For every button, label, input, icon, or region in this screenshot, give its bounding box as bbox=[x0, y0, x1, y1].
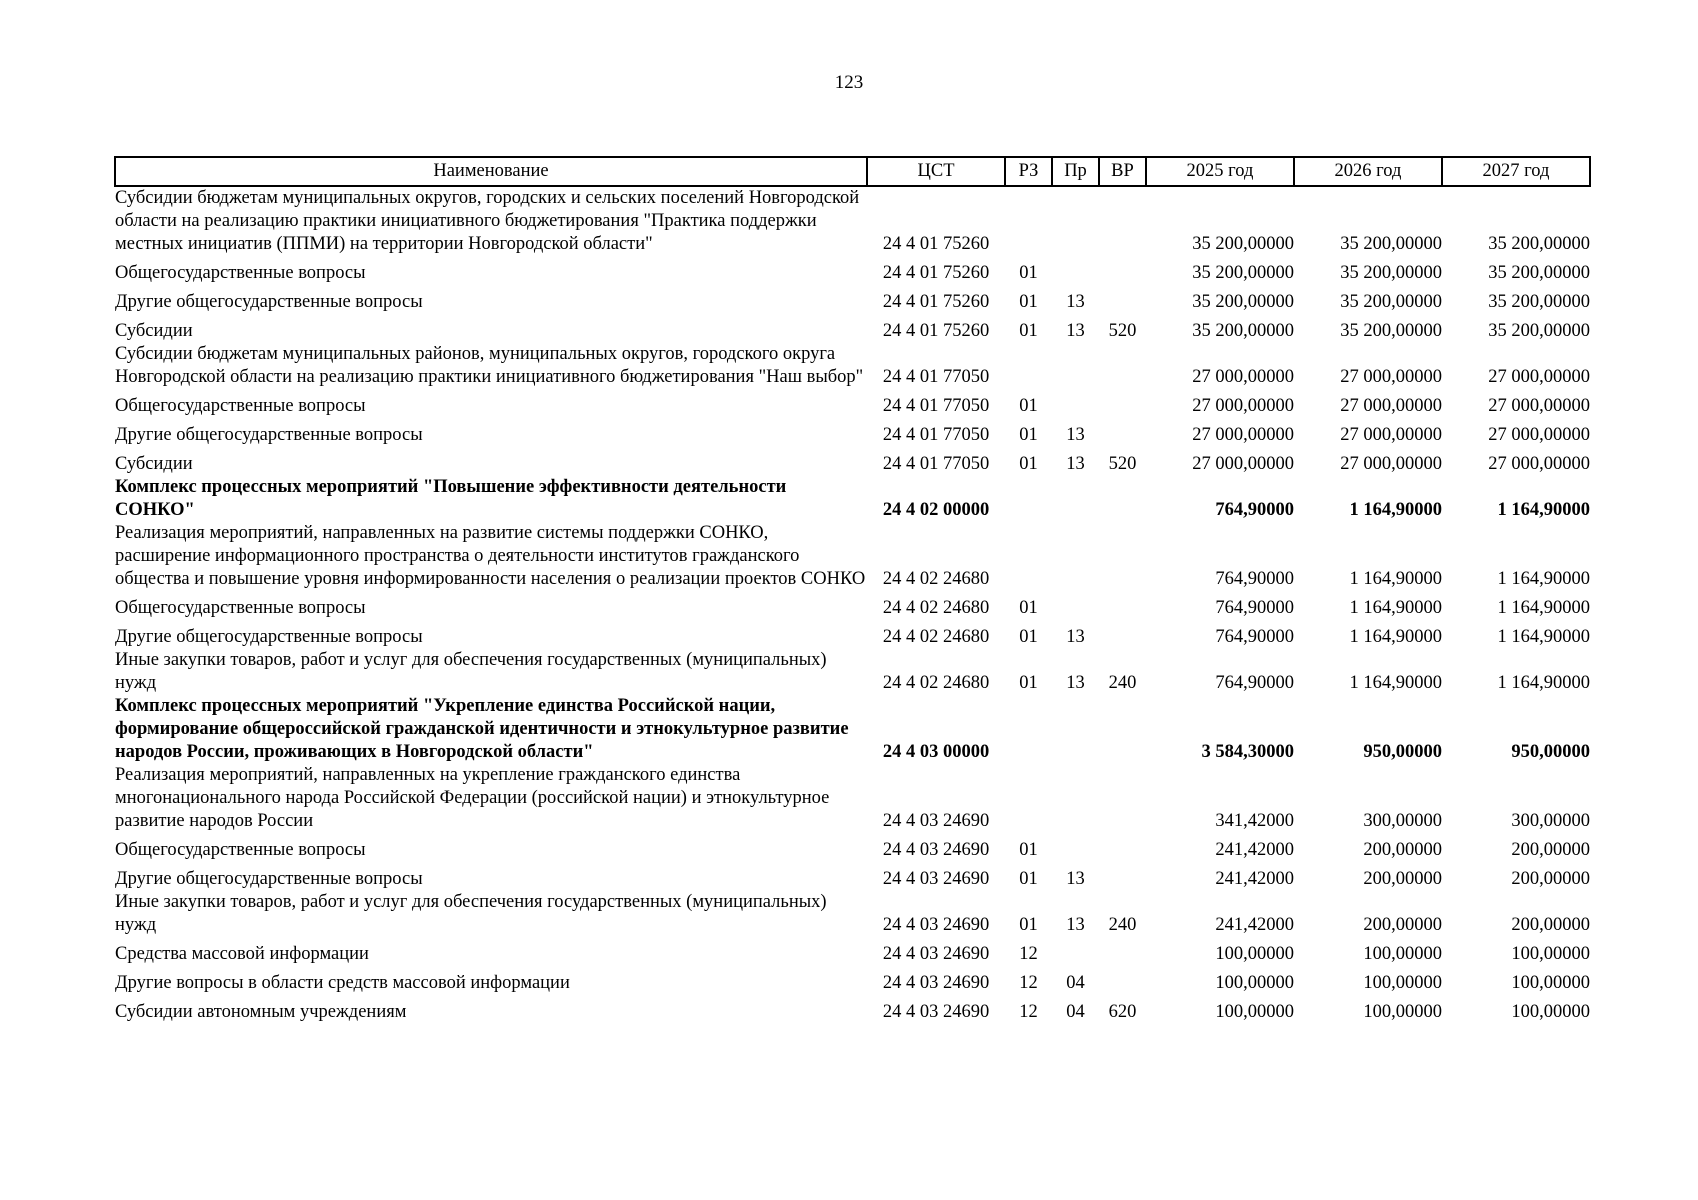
cell-name: Комплекс процессных мероприятий "Повышение эффективности деятельности СОНКО" bbox=[115, 477, 787, 520]
table-row bbox=[115, 389, 1590, 418]
cell-y2026: 35 200,00000 bbox=[1340, 234, 1442, 254]
cell-vr: 520 bbox=[1108, 454, 1137, 474]
cell-vr: 620 bbox=[1108, 1002, 1137, 1022]
cell-y2026: 100,00000 bbox=[1363, 973, 1442, 993]
cell-pr bbox=[1052, 695, 1099, 764]
header-2025: 2025 год bbox=[1146, 157, 1294, 186]
cell-pr bbox=[1052, 256, 1099, 285]
cell-pr: 13 bbox=[1066, 915, 1085, 935]
cell-cst: 24 4 02 24680 bbox=[882, 569, 990, 589]
cell-vr: 520 bbox=[1108, 321, 1137, 341]
cell-name: Реализация мероприятий, направленных на развитие системы поддержки СОНКО, расширение информационного пространства о деятельности институтов гражданского общества и повышение уровня информированности населения о реализации проектов СОНКО bbox=[115, 523, 866, 589]
cell-y2027: 200,00000 bbox=[1511, 840, 1590, 860]
cell-y2026: 27 000,00000 bbox=[1340, 396, 1442, 416]
cell-pr bbox=[1052, 389, 1099, 418]
cell-y2027: 35 200,00000 bbox=[1488, 321, 1590, 341]
table-row bbox=[115, 591, 1590, 620]
cell-y2025: 35 200,00000 bbox=[1192, 263, 1294, 283]
cell-rz: 01 bbox=[1019, 915, 1038, 935]
cell-name: Другие общегосударственные вопросы bbox=[115, 627, 423, 647]
cell-y2026: 27 000,00000 bbox=[1340, 367, 1442, 387]
cell-pr: 13 bbox=[1066, 321, 1085, 341]
cell-y2027: 27 000,00000 bbox=[1488, 367, 1590, 387]
cell-y2025: 100,00000 bbox=[1215, 944, 1294, 964]
table-row bbox=[115, 695, 1590, 764]
cell-vr: 240 bbox=[1108, 673, 1137, 693]
cell-pr: 13 bbox=[1066, 292, 1085, 312]
cell-vr bbox=[1099, 764, 1146, 833]
cell-y2025: 100,00000 bbox=[1215, 973, 1294, 993]
cell-pr: 13 bbox=[1066, 673, 1085, 693]
cell-name: Реализация мероприятий, направленных на укрепление гражданского единства многонационального народа Российской Федерации (российской нации) и этнокультурное развитие народов России bbox=[115, 765, 830, 831]
cell-y2026: 1 164,90000 bbox=[1349, 500, 1442, 520]
cell-rz: 12 bbox=[1019, 973, 1038, 993]
cell-y2026: 200,00000 bbox=[1363, 915, 1442, 935]
cell-y2027: 200,00000 bbox=[1511, 915, 1590, 935]
table-row bbox=[115, 285, 1590, 314]
cell-pr bbox=[1052, 833, 1099, 862]
cell-rz: 01 bbox=[1019, 627, 1038, 647]
cell-y2027: 35 200,00000 bbox=[1488, 263, 1590, 283]
cell-rz bbox=[1005, 343, 1052, 389]
cell-cst: 24 4 01 77050 bbox=[882, 367, 990, 387]
cell-y2026: 100,00000 bbox=[1363, 944, 1442, 964]
cell-y2026: 950,00000 bbox=[1363, 742, 1442, 762]
cell-rz: 01 bbox=[1019, 673, 1038, 693]
cell-y2025: 100,00000 bbox=[1215, 1002, 1294, 1022]
cell-pr: 04 bbox=[1066, 1002, 1085, 1022]
cell-vr bbox=[1099, 343, 1146, 389]
table-row bbox=[115, 186, 1590, 256]
cell-y2027: 1 164,90000 bbox=[1497, 673, 1590, 693]
cell-y2026: 1 164,90000 bbox=[1349, 673, 1442, 693]
cell-y2027: 1 164,90000 bbox=[1497, 598, 1590, 618]
cell-cst: 24 4 01 75260 bbox=[882, 263, 990, 283]
page-number: 123 bbox=[834, 72, 864, 93]
cell-pr bbox=[1052, 476, 1099, 522]
cell-y2027: 27 000,00000 bbox=[1488, 396, 1590, 416]
cell-rz: 01 bbox=[1019, 454, 1038, 474]
cell-rz: 12 bbox=[1019, 1002, 1038, 1022]
table-row bbox=[115, 649, 1590, 695]
cell-y2026: 1 164,90000 bbox=[1349, 598, 1442, 618]
cell-y2027: 1 164,90000 bbox=[1497, 500, 1590, 520]
cell-vr bbox=[1099, 256, 1146, 285]
cell-name: Субсидии бюджетам муниципальных округов, городских и сельских поселений Новгородской области на реализацию практики инициативного бюджетирования "Практика поддержки местных инициатив (ППМИ) на территории Новгородской области" bbox=[115, 188, 860, 254]
cell-cst: 24 4 01 77050 bbox=[882, 454, 990, 474]
cell-y2025: 35 200,00000 bbox=[1192, 321, 1294, 341]
cell-y2027: 1 164,90000 bbox=[1497, 627, 1590, 647]
cell-vr bbox=[1099, 389, 1146, 418]
cell-vr bbox=[1099, 591, 1146, 620]
cell-name: Общегосударственные вопросы bbox=[115, 840, 366, 860]
cell-rz bbox=[1005, 186, 1052, 256]
header-rz: РЗ bbox=[1005, 157, 1052, 186]
table-row bbox=[115, 343, 1590, 389]
cell-y2027: 200,00000 bbox=[1511, 869, 1590, 889]
cell-rz: 01 bbox=[1019, 598, 1038, 618]
cell-vr bbox=[1099, 476, 1146, 522]
cell-name: Субсидии bbox=[115, 321, 193, 341]
cell-name: Другие общегосударственные вопросы bbox=[115, 425, 423, 445]
cell-y2025: 35 200,00000 bbox=[1192, 234, 1294, 254]
cell-cst: 24 4 01 77050 bbox=[882, 396, 990, 416]
cell-y2025: 27 000,00000 bbox=[1192, 396, 1294, 416]
table-row bbox=[115, 314, 1590, 343]
table-row bbox=[115, 891, 1590, 937]
cell-pr bbox=[1052, 591, 1099, 620]
cell-y2025: 764,90000 bbox=[1215, 627, 1294, 647]
cell-cst: 24 4 03 24690 bbox=[882, 944, 990, 964]
cell-y2027: 1 164,90000 bbox=[1497, 569, 1590, 589]
cell-y2025: 764,90000 bbox=[1215, 569, 1294, 589]
cell-name: Общегосударственные вопросы bbox=[115, 598, 366, 618]
cell-y2026: 35 200,00000 bbox=[1340, 321, 1442, 341]
cell-name: Общегосударственные вопросы bbox=[115, 263, 366, 283]
cell-pr: 13 bbox=[1066, 869, 1085, 889]
cell-rz bbox=[1005, 522, 1052, 591]
cell-y2027: 300,00000 bbox=[1511, 811, 1590, 831]
cell-y2027: 100,00000 bbox=[1511, 973, 1590, 993]
cell-vr bbox=[1099, 937, 1146, 966]
cell-name: Субсидии бюджетам муниципальных районов, муниципальных округов, городского округа Новгородской области на реализацию практики инициативного бюджетирования "Наш выбор" bbox=[115, 344, 864, 387]
cell-y2025: 3 584,30000 bbox=[1201, 742, 1294, 762]
cell-cst: 24 4 03 24690 bbox=[882, 869, 990, 889]
cell-cst: 24 4 03 24690 bbox=[882, 1002, 990, 1022]
cell-name: Другие общегосударственные вопросы bbox=[115, 292, 423, 312]
cell-name: Иные закупки товаров, работ и услуг для обеспечения государственных (муниципальных) нужд bbox=[115, 892, 827, 935]
cell-y2025: 241,42000 bbox=[1215, 869, 1294, 889]
cell-y2025: 35 200,00000 bbox=[1192, 292, 1294, 312]
cell-pr: 13 bbox=[1066, 454, 1085, 474]
cell-y2025: 341,42000 bbox=[1215, 811, 1294, 831]
cell-y2025: 241,42000 bbox=[1215, 840, 1294, 860]
cell-vr bbox=[1099, 695, 1146, 764]
cell-y2025: 27 000,00000 bbox=[1192, 454, 1294, 474]
cell-cst: 24 4 03 24690 bbox=[882, 840, 990, 860]
cell-y2025: 241,42000 bbox=[1215, 915, 1294, 935]
cell-pr bbox=[1052, 937, 1099, 966]
cell-rz: 01 bbox=[1019, 840, 1038, 860]
cell-y2026: 300,00000 bbox=[1363, 811, 1442, 831]
cell-y2026: 27 000,00000 bbox=[1340, 454, 1442, 474]
cell-name: Общегосударственные вопросы bbox=[115, 396, 366, 416]
cell-y2026: 35 200,00000 bbox=[1340, 263, 1442, 283]
cell-name: Другие общегосударственные вопросы bbox=[115, 869, 423, 889]
cell-name: Другие вопросы в области средств массовой информации bbox=[115, 973, 570, 993]
cell-y2025: 764,90000 bbox=[1215, 598, 1294, 618]
table-row bbox=[115, 256, 1590, 285]
cell-vr: 240 bbox=[1108, 915, 1137, 935]
cell-cst: 24 4 01 77050 bbox=[882, 425, 990, 445]
cell-cst: 24 4 02 24680 bbox=[882, 627, 990, 647]
cell-vr bbox=[1099, 966, 1146, 995]
cell-cst: 24 4 03 00000 bbox=[882, 742, 990, 762]
cell-y2027: 35 200,00000 bbox=[1488, 292, 1590, 312]
cell-y2027: 100,00000 bbox=[1511, 944, 1590, 964]
table-row bbox=[115, 966, 1590, 995]
table-row bbox=[115, 476, 1590, 522]
cell-name: Субсидии автономным учреждениям bbox=[115, 1002, 407, 1022]
cell-y2025: 27 000,00000 bbox=[1192, 367, 1294, 387]
cell-y2025: 764,90000 bbox=[1215, 500, 1294, 520]
cell-y2026: 1 164,90000 bbox=[1349, 569, 1442, 589]
header-pr: Пр bbox=[1052, 157, 1099, 186]
cell-cst: 24 4 01 75260 bbox=[882, 234, 990, 254]
table-body bbox=[115, 186, 1590, 1024]
cell-y2027: 27 000,00000 bbox=[1488, 454, 1590, 474]
cell-name: Средства массовой информации bbox=[115, 944, 369, 964]
cell-vr bbox=[1099, 833, 1146, 862]
cell-y2025: 764,90000 bbox=[1215, 673, 1294, 693]
cell-name: Комплекс процессных мероприятий "Укрепление единства Российской нации, формирование общероссийской гражданской идентичности и этнокультурное развитие народов России, проживающих в Новгородской области" bbox=[115, 696, 849, 762]
cell-cst: 24 4 01 75260 bbox=[882, 321, 990, 341]
cell-cst: 24 4 01 75260 bbox=[882, 292, 990, 312]
header-name: Наименование bbox=[115, 157, 867, 186]
cell-y2027: 35 200,00000 bbox=[1488, 234, 1590, 254]
cell-rz bbox=[1005, 764, 1052, 833]
cell-y2026: 1 164,90000 bbox=[1349, 627, 1442, 647]
cell-pr bbox=[1052, 764, 1099, 833]
cell-y2027: 100,00000 bbox=[1511, 1002, 1590, 1022]
cell-name: Субсидии bbox=[115, 454, 193, 474]
table-row bbox=[115, 995, 1590, 1024]
cell-rz: 01 bbox=[1019, 869, 1038, 889]
table-row bbox=[115, 862, 1590, 891]
cell-rz bbox=[1005, 476, 1052, 522]
cell-vr bbox=[1099, 186, 1146, 256]
cell-vr bbox=[1099, 522, 1146, 591]
cell-rz bbox=[1005, 695, 1052, 764]
cell-rz: 01 bbox=[1019, 263, 1038, 283]
cell-y2026: 200,00000 bbox=[1363, 840, 1442, 860]
cell-vr bbox=[1099, 620, 1146, 649]
cell-y2027: 950,00000 bbox=[1511, 742, 1590, 762]
cell-pr bbox=[1052, 522, 1099, 591]
cell-pr: 04 bbox=[1066, 973, 1085, 993]
budget-table bbox=[114, 156, 1591, 1024]
cell-y2026: 35 200,00000 bbox=[1340, 292, 1442, 312]
cell-rz: 01 bbox=[1019, 321, 1038, 341]
table-row bbox=[115, 833, 1590, 862]
header-cst: ЦСТ bbox=[867, 157, 1005, 186]
cell-cst: 24 4 03 24690 bbox=[882, 811, 990, 831]
header-2026: 2026 год bbox=[1294, 157, 1442, 186]
cell-rz: 01 bbox=[1019, 292, 1038, 312]
cell-cst: 24 4 03 24690 bbox=[882, 973, 990, 993]
table-row bbox=[115, 447, 1590, 476]
cell-pr: 13 bbox=[1066, 627, 1085, 647]
cell-rz: 01 bbox=[1019, 425, 1038, 445]
header-vr: ВР bbox=[1099, 157, 1146, 186]
cell-cst: 24 4 03 24690 bbox=[882, 915, 990, 935]
cell-pr bbox=[1052, 343, 1099, 389]
cell-cst: 24 4 02 24680 bbox=[882, 673, 990, 693]
table-row bbox=[115, 764, 1590, 833]
cell-cst: 24 4 02 24680 bbox=[882, 598, 990, 618]
cell-pr: 13 bbox=[1066, 425, 1085, 445]
table-row bbox=[115, 418, 1590, 447]
cell-cst: 24 4 02 00000 bbox=[882, 500, 990, 520]
cell-vr bbox=[1099, 285, 1146, 314]
table-row bbox=[115, 937, 1590, 966]
cell-y2025: 27 000,00000 bbox=[1192, 425, 1294, 445]
cell-y2026: 27 000,00000 bbox=[1340, 425, 1442, 445]
table-row bbox=[115, 522, 1590, 591]
cell-vr bbox=[1099, 862, 1146, 891]
cell-y2027: 27 000,00000 bbox=[1488, 425, 1590, 445]
header-2027: 2027 год bbox=[1442, 157, 1590, 186]
cell-y2026: 200,00000 bbox=[1363, 869, 1442, 889]
cell-rz: 01 bbox=[1019, 396, 1038, 416]
cell-pr bbox=[1052, 186, 1099, 256]
cell-y2026: 100,00000 bbox=[1363, 1002, 1442, 1022]
cell-vr bbox=[1099, 418, 1146, 447]
table-header-row bbox=[115, 157, 1590, 186]
cell-rz: 12 bbox=[1019, 944, 1038, 964]
table-row bbox=[115, 620, 1590, 649]
cell-name: Иные закупки товаров, работ и услуг для обеспечения государственных (муниципальных) нужд bbox=[115, 650, 827, 693]
